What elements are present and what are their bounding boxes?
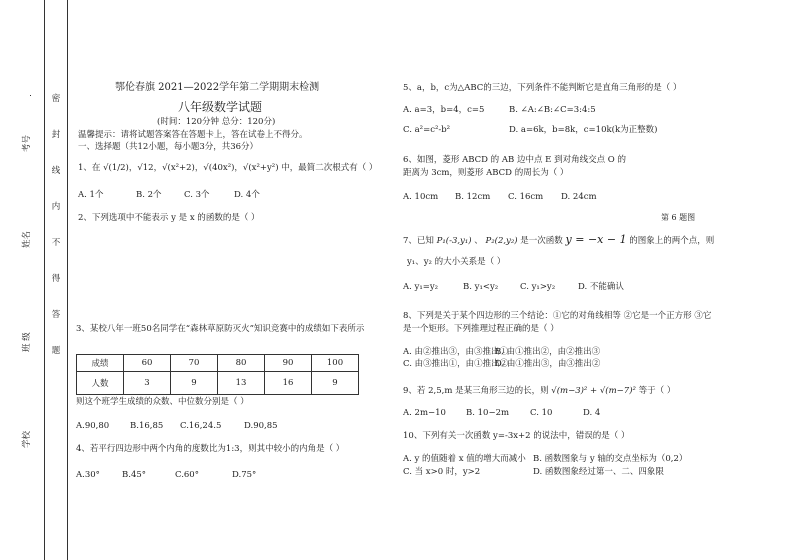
- question-8-line1: 8、下列是关于某个四边形的三个结论：①它的对角线相等 ②它是一个正方形 ③它: [403, 311, 712, 321]
- q6-option-b: B. 12cm: [455, 192, 491, 202]
- question-6-line2: 距离为 3cm，则菱形 ABCD 的周长为（ ）: [403, 168, 569, 178]
- q8-option-b: B. 由①推出②，由②推出③: [495, 347, 601, 357]
- table-cell: 80: [218, 355, 265, 372]
- q9-option-c: C. 10: [530, 408, 553, 418]
- table-row: [77, 372, 359, 395]
- q3-option-b: B.16,85: [130, 421, 164, 431]
- seal-char-3: 线: [51, 166, 61, 176]
- table-cell: 人数: [77, 372, 124, 395]
- seal-char-4: 内: [51, 202, 61, 212]
- q9-option-d: D. 4: [583, 408, 601, 418]
- q4-option-d: D.75°: [232, 470, 257, 480]
- binding-line-right: [67, 0, 68, 560]
- table-cell: 3: [124, 372, 171, 395]
- q1-tail: 中，最简二次根式有（ ）: [281, 163, 378, 173]
- q8-option-d: D. 由①推出③，由③推出②: [495, 359, 601, 369]
- q4-option-b: B.45°: [122, 470, 147, 480]
- q7-text: 是一次函数: [520, 236, 563, 246]
- q9-option-b: B. 10−2m: [466, 408, 510, 418]
- exam-tip: 温馨提示：请将试题答案答在答题卡上，答在试卷上不得分。: [78, 130, 308, 140]
- table-cell: 90: [265, 355, 312, 372]
- question-6-line1: 6、如图，菱形 ABCD 的 AB 边中点 E 到对角线交点 O 的: [403, 155, 626, 165]
- q5-option-c: C. a²=c²-b²: [403, 125, 451, 135]
- seal-char-6: 得: [51, 274, 61, 284]
- q8-option-a: A. 由②推出③，由③推出①: [403, 347, 509, 357]
- binding-line-left: [44, 0, 45, 560]
- question-9: [403, 386, 675, 397]
- q6-option-d: D. 24cm: [561, 192, 597, 202]
- q3-option-d: D.90,85: [244, 421, 278, 431]
- question-7-line1: [403, 234, 714, 247]
- question-5: 5、a，b，c为△ABC的三边，下列条件不能判断它是直角三角形的是（ ）: [403, 83, 682, 93]
- q10-option-a: A. y 的值随着 x 值的增大而减小: [403, 454, 526, 464]
- q7-option-b: B. y₁<y₂: [463, 282, 499, 292]
- table-cell: 60: [124, 355, 171, 372]
- q1-expression: √(1/2)，√12，√(x²+2)，√(40x²)，√(x²+y²): [103, 163, 279, 173]
- question-1: [78, 163, 377, 174]
- q7-option-c: C. y₁>y₂: [520, 282, 556, 292]
- table-row: [77, 355, 359, 372]
- q5-option-d: D. a=6k，b=8k，c=10k(k为正整数): [509, 125, 658, 135]
- table-cell: 13: [218, 372, 265, 395]
- q7-option-a: A. y₁=y₂: [403, 282, 439, 292]
- q1-option-b: B. 2个: [136, 190, 162, 200]
- question-7-line2: y₁、y₂ 的大小关系是（ ）: [407, 257, 506, 267]
- q7-sep: 、: [474, 236, 483, 246]
- q10-option-c: C. 当 x>0 时，y>2: [403, 467, 481, 477]
- q1-option-d: D. 4个: [234, 190, 260, 200]
- blank-exam-number: [30, 95, 31, 96]
- table-cell: 16: [265, 372, 312, 395]
- q1-stem: 1、在: [78, 163, 101, 173]
- table-cell: 70: [171, 355, 218, 372]
- q10-option-d: D. 函数图象经过第一、二、四象限: [533, 467, 664, 477]
- q8-option-c: C. 由③推出①，由①推出②: [403, 359, 509, 369]
- seal-char-2: 封: [51, 130, 61, 140]
- figure-6-caption: 第 6 题图: [661, 213, 696, 222]
- q9-option-a: A. 2m−10: [403, 408, 446, 418]
- q9-tail: 等于（ ）: [638, 386, 676, 396]
- q4-option-c: C.60°: [175, 470, 199, 480]
- question-4: 4、若平行四边形中两个内角的度数比为1:3，则其中较小的内角是（ ）: [76, 444, 345, 454]
- q9-stem: 9、若 2,5,m 是某三角形三边的长，则: [403, 386, 549, 396]
- label-exam-number: 考号: [22, 134, 32, 152]
- q7-stem: 7、已知: [403, 236, 434, 246]
- seal-char-7: 答: [51, 310, 61, 320]
- seal-char-5: 不: [51, 238, 61, 248]
- score-table: [76, 354, 359, 395]
- exam-subtitle: 八年级数学试题: [178, 100, 263, 114]
- q9-expression: √(m−3)² + √(m−7)²: [551, 386, 636, 396]
- q1-option-a: A. 1个: [78, 190, 104, 200]
- q3-option-a: A.90,80: [76, 421, 110, 431]
- question-10: 10、下列有关一次函数 y=-3x+2 的说法中，错误的是（ ）: [403, 431, 630, 441]
- seal-char-1: 密: [51, 94, 61, 104]
- table-cell: 100: [312, 355, 359, 372]
- section-heading: 一、选择题（共12小题，每小题3分，共36分）: [78, 142, 259, 152]
- label-school: 学校: [22, 430, 32, 448]
- question-8-line2: 是一个矩形。下列推理过程正确的是（ ）: [403, 324, 559, 334]
- q1-option-c: C. 3个: [184, 190, 210, 200]
- q7-point-p2: P₂(2,y₂): [485, 236, 518, 246]
- q10-option-b: B. 函数图象与 y 轴的交点坐标为（0,2）: [533, 454, 688, 464]
- q3-option-c: C.16,24.5: [180, 421, 222, 431]
- exam-title: 鄂伦春旗 2021—2022学年第二学期期末检测: [115, 82, 320, 93]
- q6-option-a: A. 10cm: [403, 192, 439, 202]
- q7-function: y = −x − 1: [565, 233, 627, 246]
- label-name: 姓名: [22, 230, 32, 248]
- question-3: 3、某校八年一班50名同学在“森林草原防灭火”知识竞赛中的成绩如下表所示: [76, 324, 365, 334]
- table-cell: 9: [312, 372, 359, 395]
- table-cell: 9: [171, 372, 218, 395]
- q4-option-a: A.30°: [76, 470, 100, 480]
- question-2: 2、下列选项中不能表示 y 是 x 的函数的是（ ）: [78, 213, 260, 223]
- label-class: 班 级: [22, 332, 32, 352]
- q7-option-d: D. 不能确认: [578, 282, 624, 292]
- exam-time-info: (时间：120分钟 总分：120分): [157, 117, 276, 127]
- q5-option-b: B. ∠A:∠B:∠C=3:4:5: [509, 105, 596, 115]
- table-cell: 成绩: [77, 355, 124, 372]
- q7-text-tail: 的图象上的两个点，则: [629, 236, 715, 246]
- q5-option-a: A. a=3，b=4，c=5: [403, 105, 485, 115]
- q7-point-p1: P₁(-3,y₁): [436, 236, 472, 246]
- seal-char-8: 题: [51, 346, 61, 356]
- q3-question: 则这个班学生成绩的众数、中位数分别是（ ）: [76, 397, 249, 407]
- q6-option-c: C. 16cm: [508, 192, 544, 202]
